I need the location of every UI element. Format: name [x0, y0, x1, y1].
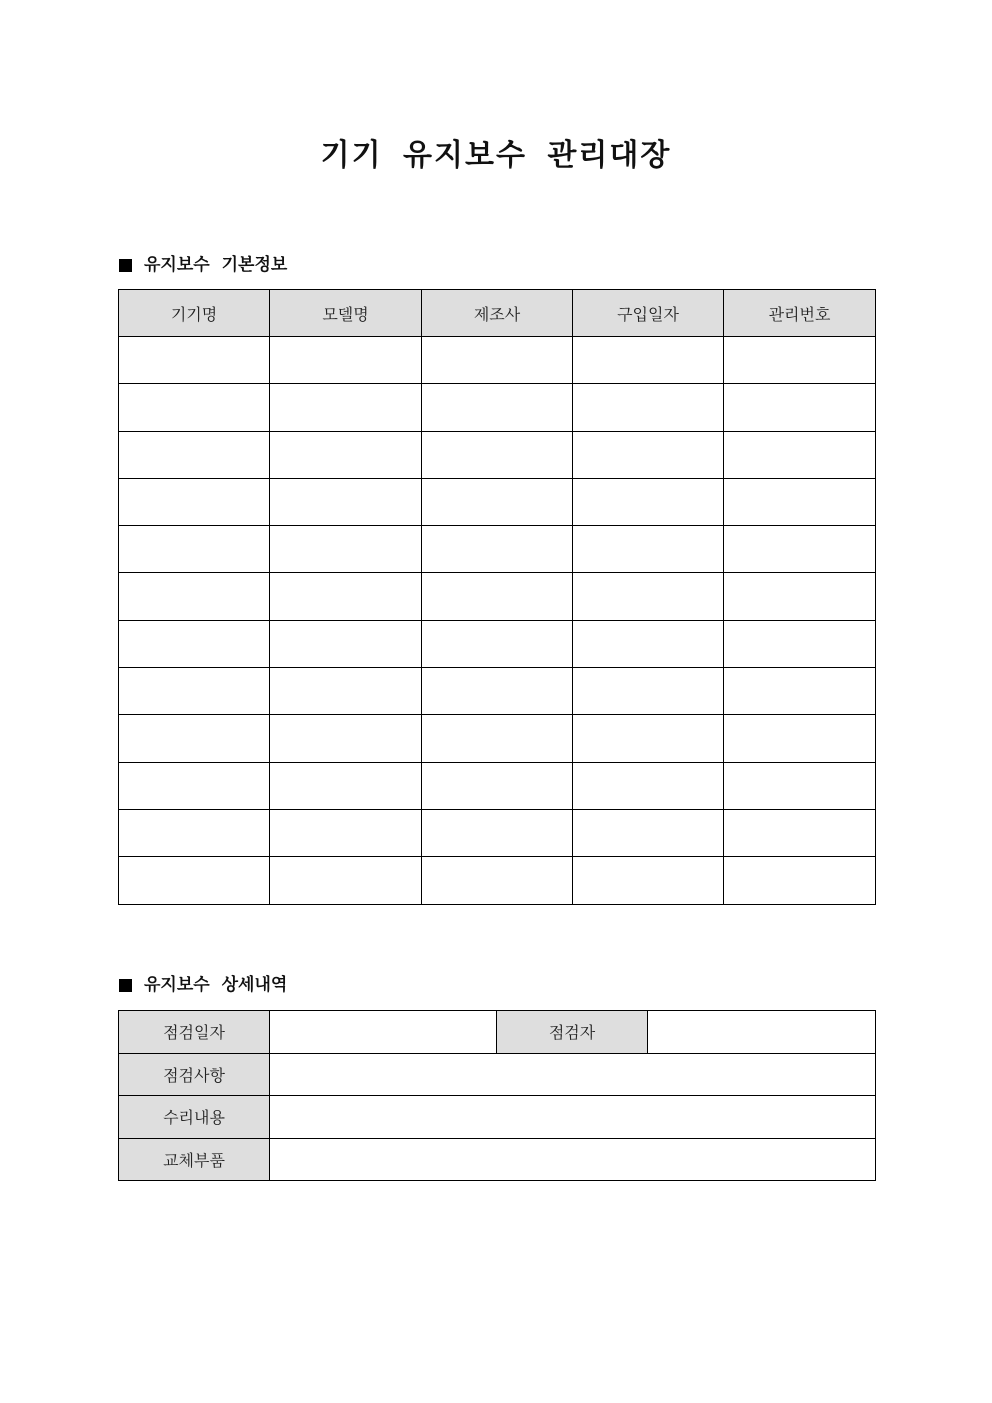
cell-device-name[interactable] [119, 478, 270, 525]
table-row [119, 715, 876, 762]
cell-management-number[interactable] [724, 809, 876, 856]
inspector-field[interactable] [648, 1011, 876, 1054]
section-heading-basic-info [119, 253, 287, 277]
cell-purchase-date[interactable] [573, 526, 724, 573]
cell-purchase-date[interactable] [573, 478, 724, 525]
cell-manufacturer[interactable] [422, 526, 573, 573]
table-row [119, 668, 876, 715]
black-square-icon [119, 979, 132, 992]
replaced-parts-field[interactable] [270, 1138, 876, 1181]
cell-device-name[interactable] [119, 762, 270, 809]
cell-manufacturer[interactable] [422, 809, 573, 856]
column-header-management-number: 관리번호 [724, 290, 876, 337]
repair-details-label: 수리내용 [119, 1096, 270, 1139]
cell-manufacturer[interactable] [422, 384, 573, 431]
cell-model-name[interactable] [270, 715, 422, 762]
cell-manufacturer[interactable] [422, 478, 573, 525]
cell-device-name[interactable] [119, 526, 270, 573]
cell-device-name[interactable] [119, 809, 270, 856]
table-row [119, 762, 876, 809]
section-heading-text: 유지보수 상세내역 [144, 975, 288, 995]
cell-management-number[interactable] [724, 526, 876, 573]
section-heading-detail [119, 973, 287, 997]
cell-purchase-date[interactable] [573, 857, 724, 904]
cell-purchase-date[interactable] [573, 384, 724, 431]
cell-model-name[interactable] [270, 573, 422, 620]
cell-purchase-date[interactable] [573, 337, 724, 384]
replaced-parts-label: 교체부품 [119, 1138, 270, 1181]
cell-device-name[interactable] [119, 431, 270, 478]
cell-device-name[interactable] [119, 620, 270, 667]
cell-purchase-date[interactable] [573, 573, 724, 620]
cell-model-name[interactable] [270, 762, 422, 809]
cell-manufacturer[interactable] [422, 857, 573, 904]
cell-model-name[interactable] [270, 431, 422, 478]
cell-management-number[interactable] [724, 857, 876, 904]
cell-device-name[interactable] [119, 715, 270, 762]
black-square-icon [119, 259, 132, 272]
cell-management-number[interactable] [724, 762, 876, 809]
cell-management-number[interactable] [724, 668, 876, 715]
cell-management-number[interactable] [724, 620, 876, 667]
replaced-parts-row [119, 1138, 876, 1181]
cell-manufacturer[interactable] [422, 337, 573, 384]
cell-model-name[interactable] [270, 478, 422, 525]
maintenance-detail-table [118, 1010, 876, 1181]
cell-purchase-date[interactable] [573, 620, 724, 667]
repair-details-field[interactable] [270, 1096, 876, 1139]
basic-info-table [118, 289, 876, 905]
cell-model-name[interactable] [270, 384, 422, 431]
column-header-purchase-date: 구입일자 [573, 290, 724, 337]
cell-management-number[interactable] [724, 715, 876, 762]
inspection-date-field[interactable] [270, 1011, 497, 1054]
table-row [119, 384, 876, 431]
cell-management-number[interactable] [724, 337, 876, 384]
table-row [119, 620, 876, 667]
inspection-items-row [119, 1053, 876, 1096]
cell-management-number[interactable] [724, 573, 876, 620]
cell-purchase-date[interactable] [573, 431, 724, 478]
table-row [119, 573, 876, 620]
cell-manufacturer[interactable] [422, 762, 573, 809]
cell-device-name[interactable] [119, 857, 270, 904]
table-header-row [119, 290, 876, 337]
cell-manufacturer[interactable] [422, 668, 573, 715]
inspection-date-row [119, 1011, 876, 1054]
cell-management-number[interactable] [724, 478, 876, 525]
cell-device-name[interactable] [119, 573, 270, 620]
page-title: 기기 유지보수 관리대장 [320, 138, 672, 173]
table-row [119, 478, 876, 525]
cell-device-name[interactable] [119, 668, 270, 715]
cell-manufacturer[interactable] [422, 573, 573, 620]
column-header-device-name: 기기명 [119, 290, 270, 337]
cell-management-number[interactable] [724, 431, 876, 478]
cell-device-name[interactable] [119, 384, 270, 431]
inspector-label: 점검자 [497, 1011, 648, 1054]
column-header-manufacturer: 제조사 [422, 290, 573, 337]
cell-manufacturer[interactable] [422, 715, 573, 762]
cell-manufacturer[interactable] [422, 431, 573, 478]
table-row [119, 337, 876, 384]
table-row [119, 809, 876, 856]
table-row [119, 857, 876, 904]
cell-model-name[interactable] [270, 857, 422, 904]
cell-purchase-date[interactable] [573, 668, 724, 715]
cell-model-name[interactable] [270, 668, 422, 715]
table-row [119, 526, 876, 573]
cell-model-name[interactable] [270, 526, 422, 573]
inspection-date-label: 점검일자 [119, 1011, 270, 1054]
inspection-items-label: 점검사항 [119, 1053, 270, 1096]
cell-purchase-date[interactable] [573, 762, 724, 809]
inspection-items-field[interactable] [270, 1053, 876, 1096]
cell-manufacturer[interactable] [422, 620, 573, 667]
table-row [119, 431, 876, 478]
cell-model-name[interactable] [270, 620, 422, 667]
repair-details-row [119, 1096, 876, 1139]
cell-purchase-date[interactable] [573, 715, 724, 762]
cell-device-name[interactable] [119, 337, 270, 384]
section-heading-text: 유지보수 기본정보 [144, 255, 288, 275]
cell-model-name[interactable] [270, 337, 422, 384]
column-header-model-name: 모델명 [270, 290, 422, 337]
cell-model-name[interactable] [270, 809, 422, 856]
cell-management-number[interactable] [724, 384, 876, 431]
cell-purchase-date[interactable] [573, 809, 724, 856]
